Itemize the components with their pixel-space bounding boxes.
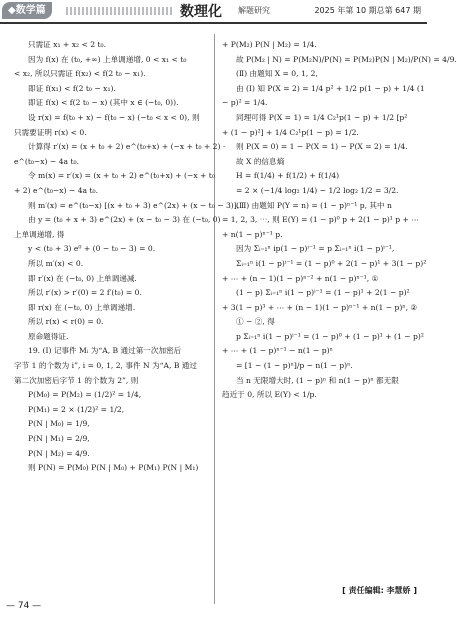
text-line: + 3(1 − p)³ + ⋯ + (n − 1)(1 − p)ⁿ⁻¹ + n(1 − p)ⁿ, ② bbox=[222, 302, 418, 312]
right-column bbox=[222, 38, 457, 403]
text-line: 即证 f(x₁) < f(2 t₀ − x₁). bbox=[28, 83, 116, 93]
text-line: 设 r(x) = f(t₀ + x) − f(t₀ − x) (−t₀ < x < 0), 则 bbox=[28, 112, 200, 122]
text-line: P(N | M₂) = 4/9. bbox=[28, 448, 90, 458]
column-divider bbox=[214, 34, 215, 604]
text-line: p Σᵢ₌₁ⁿ i(1 − p)ⁱ⁻¹ = (1 − p)⁰ + (1 − p)¹ + (1 − p)² bbox=[236, 331, 424, 341]
text-line: 趋近于 0, 所以 E(Y) < 1/p. bbox=[222, 390, 317, 400]
text-line: 则 P(N) = P(M₀) P(N | M₀) + P(M₁) P(N | M₁) bbox=[28, 463, 199, 473]
text-line: 令 m(x) = r′(x) = (x + t₀ + 2) e^(t₀+x) + (−x + t₀ bbox=[28, 171, 215, 181]
issue-info: 2025 年第 10 期总第 647 期 bbox=[314, 6, 421, 15]
text-line: = 2 × (−1/4 log₂ 1/4) − 1/2 log₂ 1/2 = 3/2. bbox=[236, 185, 399, 195]
text-line: H = f(1/4) + f(1/2) + f(1/4) bbox=[236, 171, 340, 181]
journal-logo: ◆数学篇 bbox=[2, 2, 52, 19]
text-line: 由 y = (t₀ + x + 3) e^(2x) + (x − t₀ − 3) 在 (−t₀, 0) bbox=[28, 215, 221, 225]
text-line: 所以 r(x) < r(0) = 0. bbox=[28, 317, 104, 327]
text-line: P(M₁) = 2 × (1/2)² = 1/2, bbox=[28, 404, 125, 414]
text-line: 只需证 x₁ + x₂ < 2 t₀. bbox=[28, 40, 106, 49]
text-line: Σᵢ₌₁ⁿ i(1 − p)ⁱ⁻¹ = (1 − p)⁰ + 2(1 − p)¹ + 3(1 − p)² bbox=[236, 258, 427, 268]
text-line: 计算得 r′(x) = (x + t₀ + 2) e^(t₀+x) + (−x + t₀ + 2) · bbox=[28, 142, 226, 152]
text-line: 即 r′(x) 在 (−t₀, 0) 上单调递减. bbox=[28, 273, 137, 283]
text-line: 所以 m′(x) < 0. bbox=[28, 258, 84, 268]
text-line: 由 (Ⅰ) 知 P(X = 2) = 1/4 p² + 1/2 p(1 − p) + 1/4 (1 bbox=[236, 83, 425, 93]
header-decoration bbox=[66, 7, 174, 15]
text-line: − p)² = 1/4. bbox=[222, 98, 268, 108]
text-line: 故 P(M₂ | N) = P(M₂N)/P(N) = P(M₂)P(N | M₂)/P(N) = 4/9. bbox=[236, 54, 457, 64]
text-line: + n(1 − p)ⁿ⁻¹ p. bbox=[222, 229, 283, 239]
text-line: y < (t₀ + 3) e⁰ + (0 − t₀ − 3) = 0. bbox=[28, 244, 156, 254]
journal-title: 数理化 bbox=[180, 4, 222, 20]
left-column bbox=[14, 38, 240, 476]
text-line: P(N | M₀) = 1/9, bbox=[28, 419, 90, 429]
text-line: 当 n 无限增大时, (1 − p)ⁿ 和 n(1 − p)ⁿ 都无限 bbox=[236, 375, 399, 385]
text-line: 即 r(x) 在 (−t₀, 0) 上单调递增. bbox=[28, 302, 136, 312]
editor-credit: [ 责任编辑: 李慧娇 ] bbox=[342, 586, 417, 595]
text-line: (1 − p) Σᵢ₌₁ⁿ i(1 − p)ⁱ⁻¹ = (1 − p)¹ + 2(1 − p)² bbox=[236, 288, 410, 298]
journal-subtitle: 解题研究 bbox=[238, 6, 270, 15]
text-line: ① − ②, 得 bbox=[236, 317, 275, 327]
text-line: + (1 − p)²] + 1/4 C₂¹p(1 − p) = 1/2. bbox=[222, 127, 359, 137]
text-line: 上单调递增, 得 bbox=[14, 229, 65, 239]
text-line: 则 m′(x) = e^(t₀−x) [(x + t₀ + 3) e^(2x) + (x − t₀ − 3)]. bbox=[28, 200, 240, 210]
text-line: 因为 f(x) 在 (t₀, +∞) 上单调递增, 0 < x₁ < t₀ bbox=[28, 54, 187, 64]
header-rule bbox=[0, 22, 427, 24]
text-line: 原命题得证. bbox=[28, 331, 69, 341]
text-line: 字节 1 的个数为 i”, i = 0, 1, 2, 事件 N 为“A, B 通过 bbox=[14, 361, 197, 371]
text-line: + P(M₂) P(N | M₂) = 1/4. bbox=[222, 40, 317, 49]
text-line: = 1, 2, 3, ⋯, 则 E(Y) = (1 − p)⁰ p + 2(1 − p)¹ p + ⋯ bbox=[222, 215, 419, 225]
text-line: 同理可得 P(X = 1) = 1/4 C₂¹p(1 − p) + 1/2 [p² bbox=[236, 112, 408, 122]
text-line: 则 P(X = 0) = 1 − P(X = 1) − P(X = 2) = 1/4. bbox=[236, 142, 408, 152]
text-line: (Ⅲ) 由题知 P(Y = n) = (1 − p)ⁿ⁻¹ p, 其中 n bbox=[236, 200, 392, 210]
text-line: 所以 r′(x) > r′(0) = 2 f′(t₀) = 0. bbox=[28, 288, 142, 298]
text-line: e^(t₀−x) − 4a t₀. bbox=[14, 156, 79, 166]
text-line: P(N | M₁) = 2/9, bbox=[28, 434, 90, 444]
text-line: (Ⅱ) 由题知 X = 0, 1, 2, bbox=[236, 69, 318, 79]
page-number: — 74 — bbox=[6, 601, 42, 611]
text-line: 故 X 的信息熵 bbox=[236, 156, 285, 166]
text-line: + 2) e^(t₀−x) − 4a t₀. bbox=[14, 185, 98, 195]
text-line: + ⋯ + (n − 1)(1 − p)ⁿ⁻² + n(1 − p)ⁿ⁻¹, ① bbox=[222, 273, 379, 283]
text-line: 19. (Ⅰ) 记事件 Mᵢ 为“A, B 通过第一次加密后 bbox=[28, 346, 182, 356]
text-line: + ⋯ + (1 − p)ⁿ⁻¹ − n(1 − p)ⁿ bbox=[222, 346, 333, 356]
page-header bbox=[0, 0, 427, 30]
text-line: 只需要证明 r(x) < 0. bbox=[14, 127, 87, 137]
text-line: 因为 Σᵢ₌₁ⁿ ip(1 − p)ⁱ⁻¹ = p Σᵢ₌₁ⁿ i(1 − p)ⁱ⁻¹, bbox=[236, 244, 395, 254]
text-line: P(M₀) = P(M₂) = (1/2)² = 1/4, bbox=[28, 390, 142, 400]
text-line: 即证 f(x) < f(2 t₀ − x) (其中 x ∈ (−t₀, 0)). bbox=[28, 98, 179, 108]
text-line: < x₂, 所以只需证 f(x₂) < f(2 t₀ − x₁). bbox=[14, 69, 146, 79]
text-line: = [1 − (1 − p)ⁿ]/p − n(1 − p)ⁿ. bbox=[236, 361, 353, 371]
text-line: 第二次加密后字节 1 的个数为 2”, 则 bbox=[14, 375, 139, 385]
